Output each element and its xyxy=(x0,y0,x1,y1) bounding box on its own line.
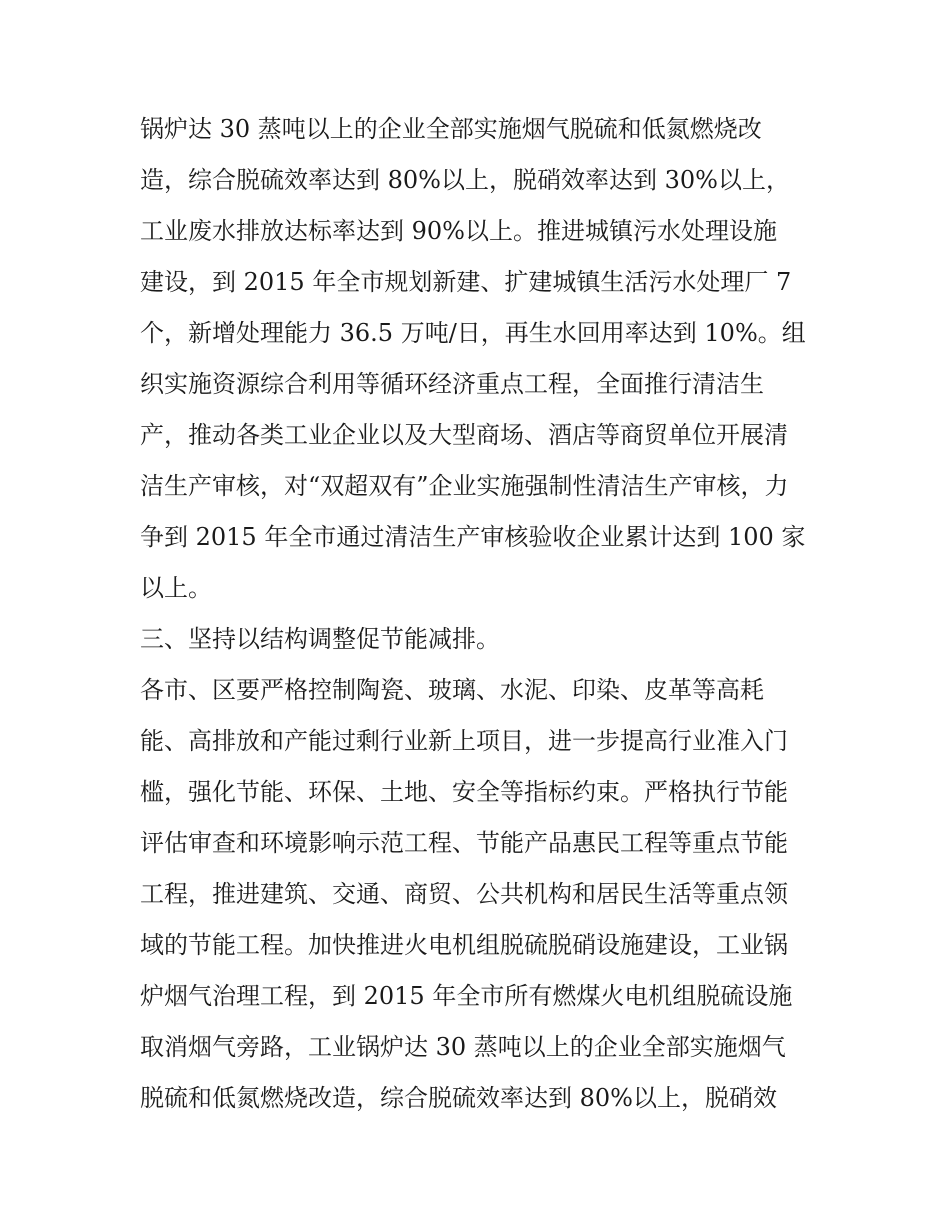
text-line: 争到 2015 年全市通过清洁生产审核验收企业累计达到 100 家 xyxy=(140,523,806,551)
text-line: 评估审查和环境影响示范工程、节能产品惠民工程等重点节能 xyxy=(140,829,788,857)
text-line: 个，新增处理能力 36.5 万吨/日，再生水回用率达到 10%。组 xyxy=(140,319,806,347)
text-line: 各市、区要严格控制陶瓷、玻璃、水泥、印染、皮革等高耗 xyxy=(140,676,764,704)
text-line: 域的节能工程。加快推进火电机组脱硫脱硝设施建设，工业锅 xyxy=(140,931,788,959)
text-line: 锅炉达 30 蒸吨以上的企业全部实施烟气脱硫和低氮燃烧改 xyxy=(140,115,762,143)
text-line: 炉烟气治理工程，到 2015 年全市所有燃煤火电机组脱硫设施 xyxy=(140,982,793,1010)
section-heading: 三、坚持以结构调整促节能减排。 xyxy=(140,625,500,653)
text-line: 取消烟气旁路，工业锅炉达 30 蒸吨以上的企业全部实施烟气 xyxy=(140,1033,786,1061)
text-line: 工程，推进建筑、交通、商贸、公共机构和居民生活等重点领 xyxy=(140,880,788,908)
text-line: 以上。 xyxy=(140,574,212,602)
text-line: 能、高排放和产能过剩行业新上项目，进一步提高行业准入门 xyxy=(140,727,788,755)
text-line: 洁生产审核，对“双超双有”企业实施强制性清洁生产审核，力 xyxy=(140,472,789,500)
text-line: 产，推动各类工业企业以及大型商场、酒店等商贸单位开展清 xyxy=(140,421,788,449)
text-line: 织实施资源综合利用等循环经济重点工程，全面推行清洁生 xyxy=(140,370,764,398)
text-line: 槛，强化节能、环保、土地、安全等指标约束。严格执行节能 xyxy=(140,778,788,806)
body-text xyxy=(140,104,830,1124)
text-line: 建设，到 2015 年全市规划新建、扩建城镇生活污水处理厂 7 xyxy=(140,268,792,296)
text-line: 工业废水排放达标率达到 90%以上。推进城镇污水处理设施 xyxy=(140,217,777,245)
text-line: 造，综合脱硫效率达到 80%以上，脱硝效率达到 30%以上， xyxy=(140,166,790,194)
text-line: 脱硫和低氮燃烧改造，综合脱硫效率达到 80%以上，脱硝效 xyxy=(140,1084,777,1112)
